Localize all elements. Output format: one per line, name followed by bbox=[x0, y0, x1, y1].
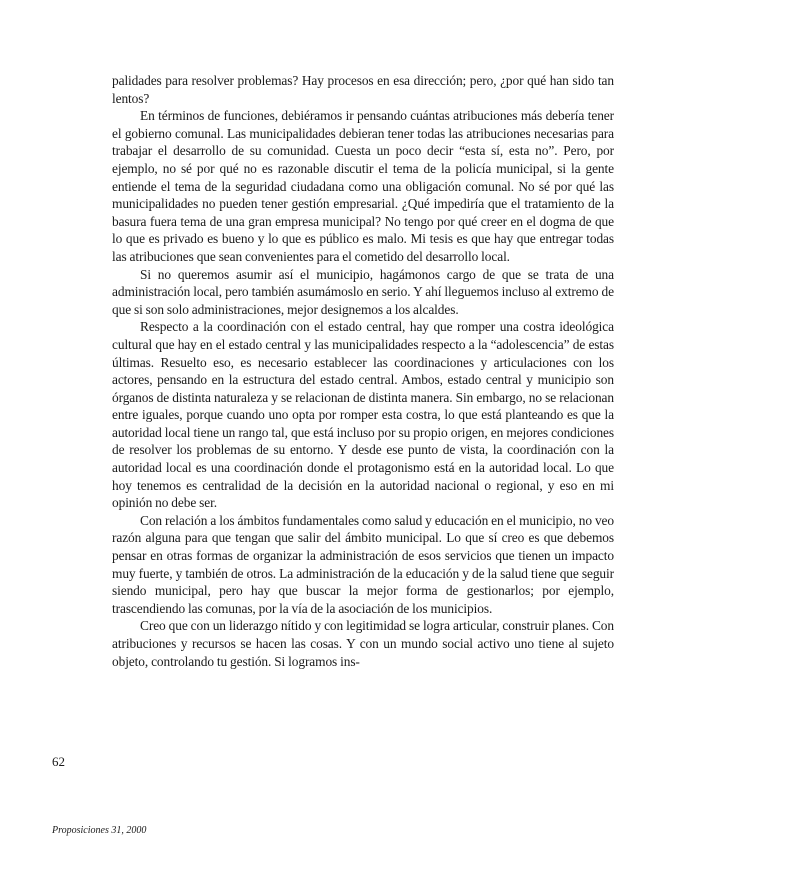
page-number: 62 bbox=[52, 754, 65, 769]
paragraph: Con relación a los ámbitos fundamentales como salud y educación en el municipio, no veo razón alguna para que tengan que salir del ámbito municipal. Lo que sí creo es que debemos pensar en otras formas de organizar la administración de esos servicios que tienen un impacto muy fuerte, y también de otros. La administración de la educación y de la salud tiene que seguir siendo municipal, pero hay que buscar la mejor forma de gestionarlos; por ejemplo, trascendiendo las comunas, por la vía de la asociación de los municipios. bbox=[112, 512, 614, 616]
paragraph: Si no queremos asumir así el municipio, hagámonos cargo de que se trata de una administración local, pero también asumámoslo en serio. Y ahí lleguemos incluso al extremo de que si son solo administraciones, mejor designemos a los alcaldes. bbox=[112, 266, 614, 317]
body-text bbox=[112, 72, 614, 670]
footer-citation: Proposiciones 31, 2000 bbox=[52, 825, 147, 836]
paragraph: En términos de funciones, debiéramos ir pensando cuántas atribuciones más debería tener el gobierno comunal. Las municipalidades debieran tener todas las atribuciones necesarias para trabajar el desarrollo de su comunidad. Cuesta un poco decir “esta sí, esta no”. Pero, por ejemplo, no sé por qué no es razonable discutir el tema de la policía municipal, si la gente entiende el tema de la seguridad ciudadana como una obligación comunal. No sé por qué las municipalidades no pueden tener gestión empresarial. ¿Qué impediría que el tratamiento de la basura fuera tema de una gran empresa municipal? No tengo por qué creer en el dogma de que lo que es privado es bueno y lo que es público es malo. Mi tesis es que hay que entregar todas las atribuciones que sean convenientes para el cometido del desarrollo local. bbox=[112, 108, 614, 264]
paragraph: Respecto a la coordinación con el estado central, hay que romper una costra ideológica cultural que hay en el estado central y las municipalidades respecto a la “adolescencia” de estas últimas. Resuelto eso, es necesario establecer las coordinaciones y articulaciones con los actores, pensando en la estructura del estado central. Ambos, estado central y municipio son órganos de distinta naturaleza y se relacionan de distinta manera. Sin embargo, no se relacionan entre iguales, porque cuando uno opta por romper esta costra, lo que está planteando es que la autoridad local tiene un rango tal, que está incluso por su propio origen, en mejores condiciones de resolver los problemas de su entorno. Y desde ese punto de vista, la coordinación con la autoridad local es una coordinación donde el protagonismo está en la autoridad local. Lo que hoy tenemos es centralidad de la decisión en la autoridad nacional o regional, y eso en mi opinión no debe ser. bbox=[112, 319, 614, 511]
paragraph: Creo que con un liderazgo nítido y con legitimidad se logra articular, construir planes. Con atribuciones y recursos se hacen las cosas. Y con un mundo social activo uno tiene al sujeto objeto, controlando tu gestión. Si logramos ins- bbox=[112, 618, 614, 669]
paragraph: palidades para resolver problemas? Hay procesos en esa dirección; pero, ¿por qué han sido tan lentos? bbox=[112, 73, 614, 106]
